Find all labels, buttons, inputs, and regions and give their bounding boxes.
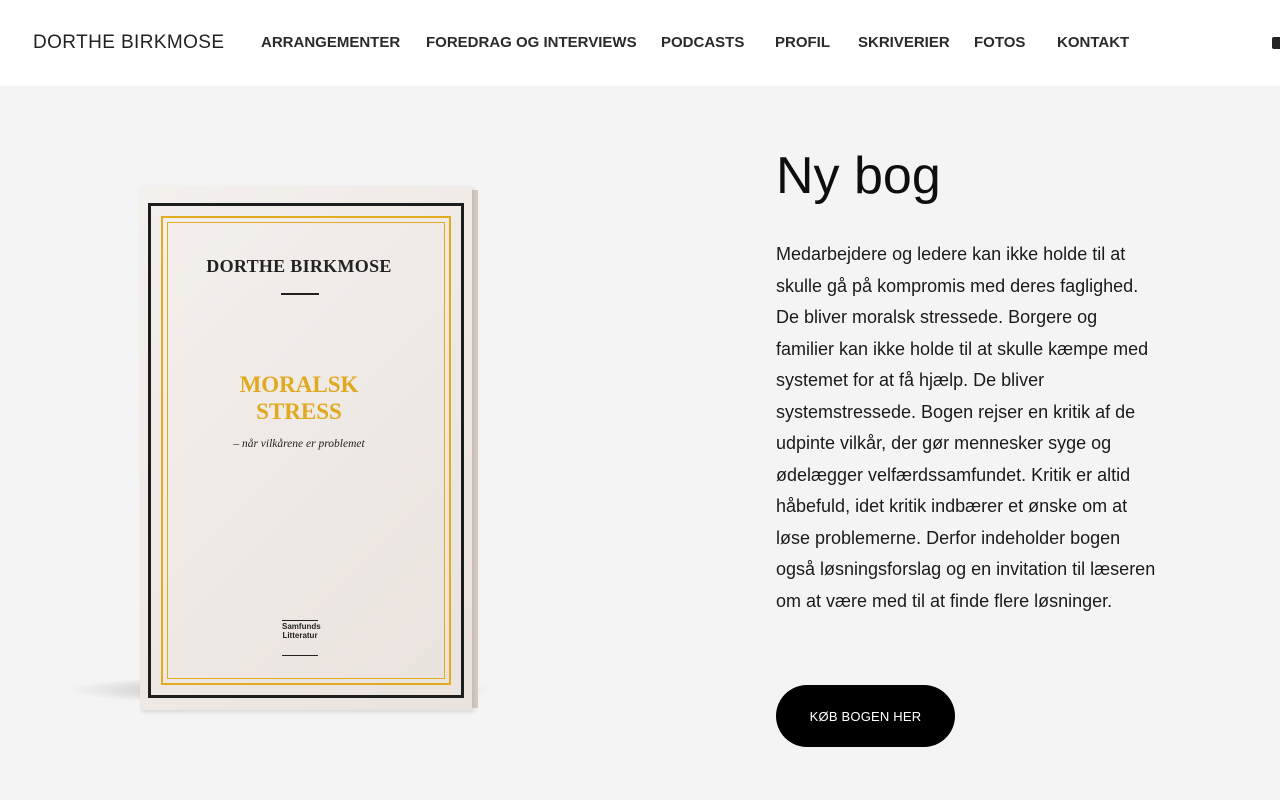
publisher-rule-bottom: [282, 655, 318, 656]
publisher-line2: Litteratur: [282, 631, 318, 640]
nav-item-podcasts[interactable]: PODCASTS: [661, 34, 745, 51]
main-nav: [0, 34, 1280, 54]
publisher-line1: Samfunds: [282, 622, 321, 631]
cart-icon[interactable]: [1272, 37, 1280, 49]
nav-item-fotos[interactable]: FOTOS: [974, 34, 1026, 51]
publisher-logo: [282, 622, 321, 640]
cover-author: DORTHE BIRKMOSE: [206, 256, 392, 276]
cover-title: [140, 371, 458, 425]
section-heading: Ny bog: [776, 147, 941, 205]
book-description: Medarbejdere og ledere kan ikke holde til at skulle gå på kompromis med deres faglighed. De bliver moralsk stressede. Borgere og familier kan ikke holde til at skulle kæmpe med systemet for at få hjælp. De bliver systemstressede. Bogen rejser en kritik af de udpinte vilkår, der gør mennesker syge og ødelægger velfærdssamfundet. Kritik er altid håbefuld, idet kritik indbærer et ønske om at løse problemerne. Derfor indeholder bogen også løsningsforslag og en invitation til læseren om at være med til at finde flere løsninger.: [776, 244, 1156, 611]
site-logo[interactable]: DORTHE BIRKMOSE: [33, 32, 225, 53]
publisher-rule-top: [282, 620, 318, 621]
site-header: [0, 0, 1280, 86]
nav-item-kontakt[interactable]: KONTAKT: [1057, 34, 1130, 51]
cover-subtitle: – når vilkårene er problemet: [233, 438, 365, 450]
cover-divider: [281, 293, 319, 295]
cover-gold-inner-frame: [167, 222, 445, 679]
cover-gold-frame: [161, 216, 451, 685]
cover-title-line1: MORALSK: [239, 372, 359, 397]
cover-title-line2: STRESS: [256, 399, 342, 424]
nav-item-profil[interactable]: PROFIL: [775, 34, 830, 51]
buy-book-button[interactable]: KØB BOGEN HER: [776, 685, 955, 747]
hero-section: [0, 86, 1280, 800]
book-cover-image: [140, 186, 472, 710]
nav-item-foredrag[interactable]: FOREDRAG OG INTERVIEWS: [426, 34, 637, 51]
nav-item-arrangementer[interactable]: ARRANGEMENTER: [261, 34, 401, 51]
nav-item-skriverier[interactable]: SKRIVERIER: [858, 34, 950, 51]
